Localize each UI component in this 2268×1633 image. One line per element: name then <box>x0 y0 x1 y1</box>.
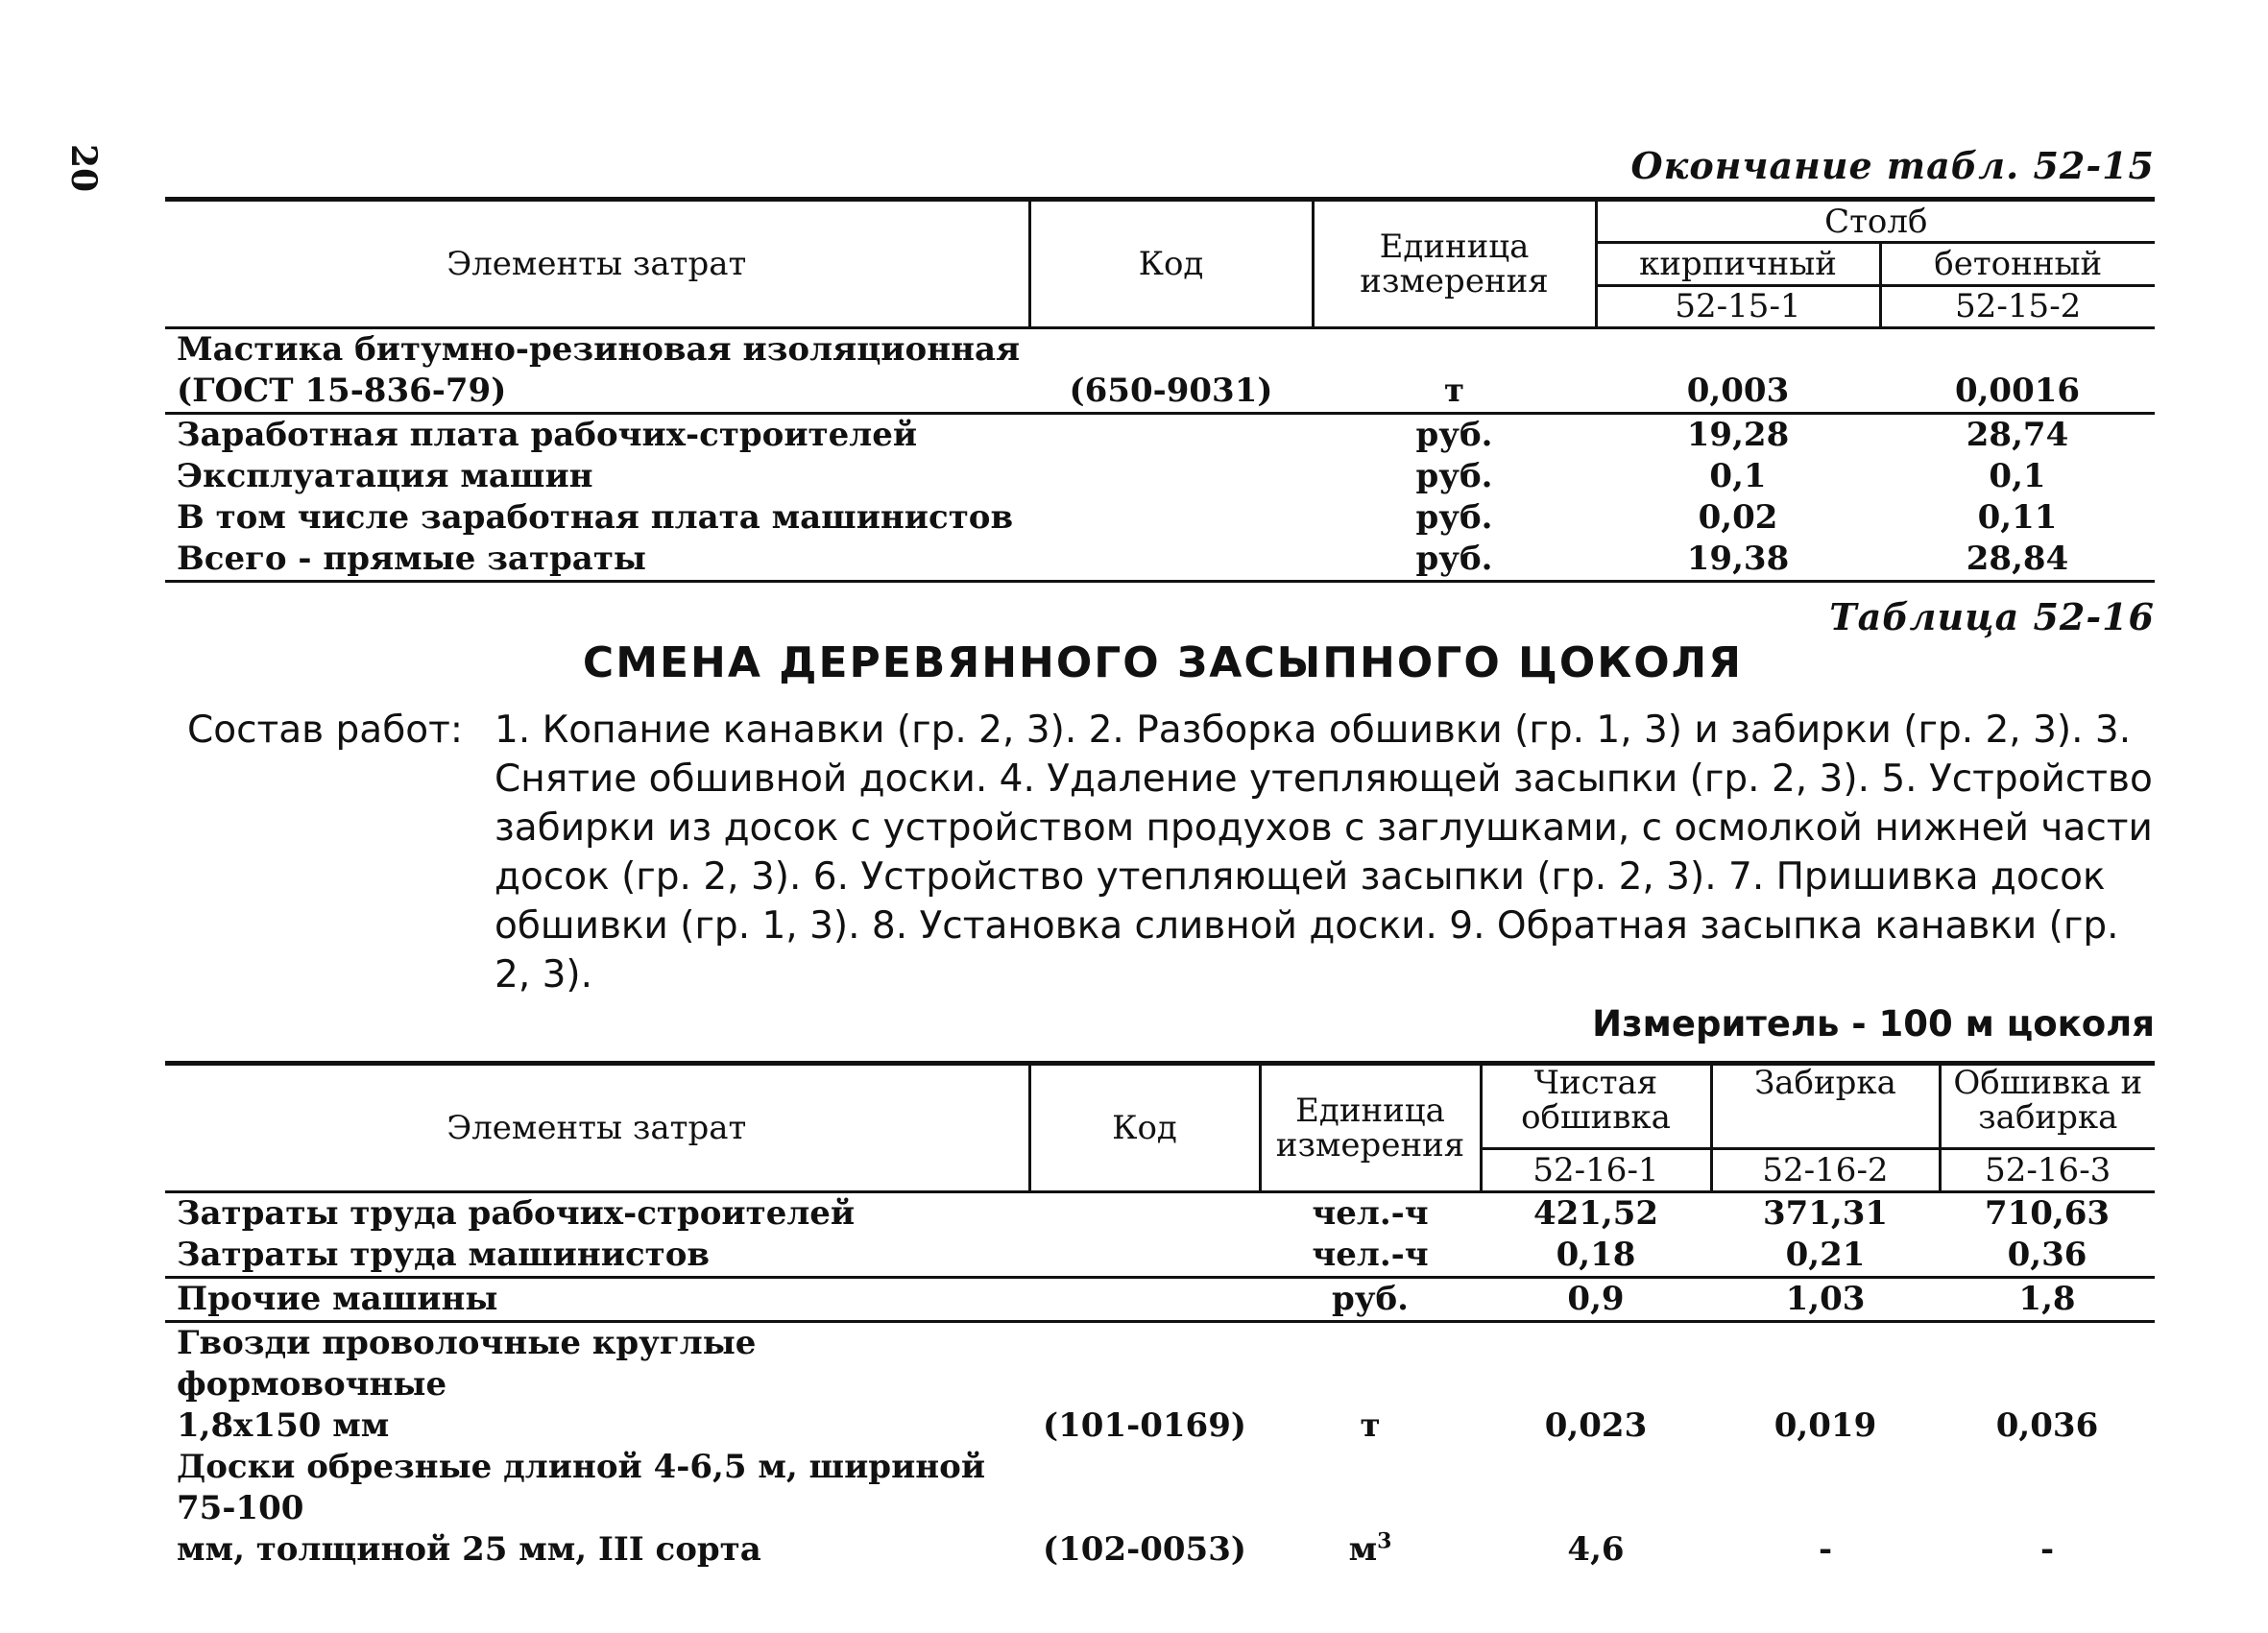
row-code: (102-0053) <box>1043 1530 1246 1569</box>
row-name: Затраты труда машинистов <box>165 1235 1029 1278</box>
table-row <box>165 1447 2155 1571</box>
row-code <box>1029 1192 1260 1236</box>
page-number: 20 <box>63 144 104 193</box>
row-code <box>1029 539 1313 582</box>
column-header-code: Код <box>1029 1064 1260 1192</box>
row-name: Затраты труда рабочих-строителей <box>177 1194 856 1233</box>
section-title: СМЕНА ДЕРЕВЯННОГО ЗАСЫПНОГО ЦОКОЛЯ <box>582 638 1744 687</box>
table-row <box>165 1235 2155 1278</box>
row-unit: руб. <box>1313 539 1596 582</box>
row-name: Всего - прямые затраты <box>165 539 1029 582</box>
column-header-elements: Элементы затрат <box>165 1064 1029 1192</box>
row-value: 0,036 <box>1995 1406 2099 1445</box>
row-name: Заработная плата рабочих-строителей <box>177 416 918 454</box>
column-header: бетонный <box>1880 243 2155 285</box>
column-header: Забирка <box>1711 1064 1940 1149</box>
row-unit: т <box>1313 328 1596 414</box>
work-composition <box>187 706 2156 999</box>
row-unit: руб. <box>1415 416 1493 454</box>
row-value: 19,28 <box>1686 416 1790 454</box>
table-row <box>165 1192 2155 1236</box>
row-value: 0,21 <box>1711 1235 1940 1278</box>
row-value: 0,003 <box>1596 328 1880 414</box>
row-name: Мастика битумно-резиновая изоляционная (ГОСТ 15-836-79) <box>165 328 1029 414</box>
row-code <box>1029 497 1313 539</box>
row-value: 28,84 <box>1880 539 2155 582</box>
row-value: 0,0016 <box>1880 328 2155 414</box>
composition-label: Состав работ: <box>187 708 463 752</box>
cost-table-52-16 <box>165 1061 2155 1571</box>
row-value: 0,023 <box>1544 1406 1648 1445</box>
column-header-unit: Единица измерения <box>1260 1064 1481 1192</box>
row-unit: чел.-ч <box>1312 1194 1429 1233</box>
cost-table-52-15 <box>165 197 2155 583</box>
composition-text: 1. Копание канавки (гр. 2, 3). 2. Разборка обшивки (гр. 1, 3) и забирки (гр. 2, 3). 3. Снятие обшивной доски. 4. Удаление утепляющей засыпки (гр. 2, 3). 5. Устройство забирки из досок с устройством продухов с заглушками, с осмолкой нижней части досок (гр. 2, 3). 6. Устройство утепляющей засыпки (гр. 2, 3). 7. Пришивка досок обшивки (гр. 1, 3). 8. Установка сливной доски. 9. Обратная засыпка канавки (гр. 2, 3). <box>495 708 2153 997</box>
row-name: Гвозди проволочные круглые формовочные 1,8х150 мм <box>177 1324 757 1445</box>
row-value: 0,1 <box>1989 457 2046 495</box>
measurement-unit: Измеритель - 100 м цоколя <box>1592 1003 2155 1045</box>
row-code: (650-9031) <box>1029 328 1313 414</box>
row-value: - <box>1818 1530 1833 1569</box>
table-caption: Окончание табл. 52-15 <box>1630 144 2155 187</box>
row-code <box>1029 1278 1260 1322</box>
row-value: 0,9 <box>1481 1278 1711 1322</box>
row-value: 710,63 <box>1984 1194 2111 1233</box>
row-name: Прочие машины <box>165 1278 1029 1322</box>
row-value: 421,52 <box>1532 1194 1659 1233</box>
column-header: Обшивка и забирка <box>1940 1064 2155 1149</box>
row-value: 4,6 <box>1567 1530 1625 1569</box>
column-group-header: Столб <box>1596 200 2155 243</box>
row-name: В том числе заработная плата машинистов <box>177 498 1014 537</box>
row-value: - <box>2039 1530 2055 1569</box>
row-code <box>1029 1235 1260 1278</box>
column-header: кирпичный <box>1596 243 1880 285</box>
row-value: 28,74 <box>1966 416 2069 454</box>
row-unit: чел.-ч <box>1260 1235 1481 1278</box>
column-header-code: Код <box>1029 200 1313 328</box>
column-code: 52-15-2 <box>1880 285 2155 327</box>
column-header-elements: Элементы затрат <box>165 200 1029 328</box>
column-code: 52-15-1 <box>1596 285 1880 327</box>
row-unit: руб. <box>1415 457 1493 495</box>
row-code <box>1029 456 1313 497</box>
row-unit: $м^3$ <box>1348 1528 1392 1569</box>
row-value: 0,18 <box>1481 1235 1711 1278</box>
row-value: 1,8 <box>1940 1278 2155 1322</box>
row-value: 0,019 <box>1773 1406 1877 1445</box>
row-value: 0,11 <box>1977 498 2058 537</box>
row-value: 0,1 <box>1709 457 1767 495</box>
column-header-unit: Единица измерения <box>1313 200 1596 328</box>
table-row <box>165 328 2155 414</box>
table-row <box>165 497 2155 539</box>
column-header: Чистая обшивка <box>1481 1064 1711 1149</box>
row-unit: руб. <box>1260 1278 1481 1322</box>
row-unit: т <box>1360 1406 1381 1445</box>
row-name: Эксплуатация машин <box>177 457 593 495</box>
row-value: 19,38 <box>1596 539 1880 582</box>
table-caption: Таблица 52-16 <box>1829 595 2155 638</box>
row-unit: руб. <box>1415 498 1493 537</box>
row-code <box>1029 414 1313 457</box>
column-code: 52-16-1 <box>1481 1148 1711 1191</box>
row-code: (101-0169) <box>1043 1406 1246 1445</box>
row-value: 371,31 <box>1762 1194 1889 1233</box>
table-row <box>165 1278 2155 1322</box>
row-value: 0,02 <box>1698 498 1778 537</box>
row-value: 1,03 <box>1711 1278 1940 1322</box>
column-code: 52-16-2 <box>1711 1148 1940 1191</box>
table-row <box>165 539 2155 582</box>
table-row <box>165 414 2155 457</box>
column-code: 52-16-3 <box>1940 1148 2155 1191</box>
table-row <box>165 1322 2155 1448</box>
row-value: 0,36 <box>1940 1235 2155 1278</box>
row-name: Доски обрезные длиной 4-6,5 м, шириной 75-100 мм, толщиной 25 мм, III сорта <box>177 1448 986 1569</box>
table-row <box>165 456 2155 497</box>
